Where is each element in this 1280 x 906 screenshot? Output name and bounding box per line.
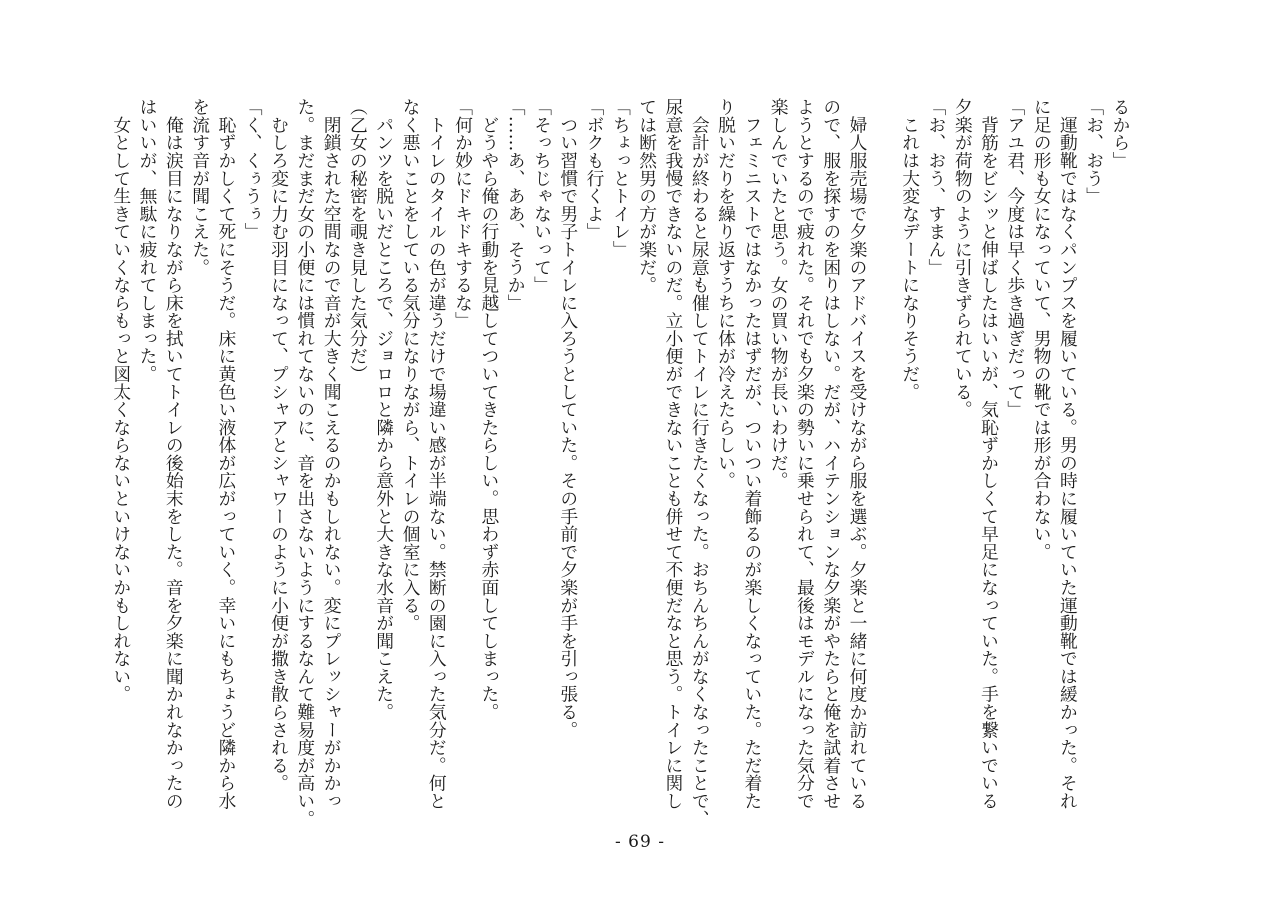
page-number: - 69 - (615, 832, 665, 852)
text-line: ては断然男の方が楽だ。 (636, 98, 658, 294)
text-line: り脱いだりを繰り返すうちに体が冷えたらしい。 (715, 98, 737, 490)
text-line: ようとするので疲れた。それでも夕楽の勢いに乗せられて、最後はモデルになった気分で (794, 98, 816, 810)
text-line: るから」 (1110, 98, 1131, 170)
text-line: 「何か妙にドキドキするな」 (452, 98, 474, 330)
text-line: （乙女の秘密を覗き見した気分だ） (347, 98, 369, 383)
text-line: 恥ずかしくて死にそうだ。床に黄色い液体が広がっていく。幸いにもちょうど隣から水 (215, 98, 237, 810)
text-line: 背筋をビシッと伸ばしたはいいが、気恥ずかしくて早足になっていた。手を繋いでいる (978, 98, 1000, 810)
text-line: 「アユ君、今度は早く歩き過ぎだって」 (1004, 98, 1026, 419)
text-line: 楽しんでいたと思う。女の買い物が長いわけだ。 (768, 98, 790, 490)
text-line: 夕楽が荷物のように引きずられている。 (952, 98, 974, 419)
text-line: 「ボクも行くよ」 (584, 98, 606, 241)
text-line: 「……あ、ああ、そうか」 (505, 98, 527, 312)
text-line: なく悪いことをしている気分になりながら、トイレの個室に入る。 (399, 98, 421, 632)
text-line: トイレのタイルの色が違うだけで場違い感が半端ない。禁断の園に入った気分だ。何と (426, 98, 448, 810)
text-line: フェミニストではなかったはずだが、ついつい着飾るのが楽しくなっていた。ただ着た (741, 98, 763, 810)
text-line: どうやら俺の行動を見越してついてきたらしい。思わず赤面してしまった。 (478, 98, 500, 721)
text-line: を流す音が聞こえた。 (189, 98, 211, 276)
text-line: はいいが、無駄に疲れてしまった。 (137, 98, 159, 383)
text-line: 「お、おう」 (1083, 98, 1105, 205)
text-line (870, 98, 896, 818)
text-line: つい習慣で男子トイレに入ろうとしていた。その手前で夕楽が手を引っ張る。 (557, 98, 579, 739)
text-line: パンツを脱いだところで、ジョロロと隣から意外と大きな水音が聞こえた。 (373, 98, 395, 721)
text-line: 尿意を我慢できないのだ。立小便ができないことも併せて不便だなと思う。トイレに関し (662, 98, 684, 810)
text-line: 会計が終わると尿意も催してトイレに行きたくなった。おちんちんがなくなったことで、 (689, 98, 711, 828)
text-line: 「く、くぅうぅ」 (242, 98, 264, 241)
text-line: 俺は涙目になりながら床を拭いてトイレの後始末をした。音を夕楽に聞かれなかったの (163, 98, 185, 810)
text-line: 閉鎖された空間なので音が大きく聞こえるのかもしれない。変にプレッシャーがかかっ (321, 98, 343, 810)
text-line: 婦人服売場で夕楽のアドバイスを受けながら服を選ぶ。夕楽と一緒に何度か訪れている (847, 98, 869, 810)
text-line: これは大変なデートになりそうだ。 (899, 98, 921, 401)
vertical-body-text (107, 98, 1133, 828)
text-line: 「お、おう、すまん」 (925, 98, 947, 276)
text-line: た。まだまだ女の小便には慣れてないのに、音を出さないようにするなんて難易度が高い。 (294, 98, 316, 828)
text-line: 女として生きていくならもっと図太くならないといけないかもしれない。 (110, 98, 132, 703)
text-line: ので、服を探すのを困りはしない。だが、ハイテンションな夕楽がやたらと俺を試着させ (820, 98, 842, 810)
text-line: 運動靴ではなくパンプスを履いている。男の時に履いていた運動靴では緩かった。それ (1057, 98, 1079, 810)
text-line: 「ちょっとトイレ」 (610, 98, 632, 259)
text-line: 「そっちじゃないって」 (531, 98, 553, 294)
text-line: むしろ変に力む羽目になって、プシャアとシャワーのように小便が撒き散らされる。 (268, 98, 290, 792)
text-line: に足の形も女になっていて、男物の靴では形が合わない。 (1031, 98, 1053, 561)
